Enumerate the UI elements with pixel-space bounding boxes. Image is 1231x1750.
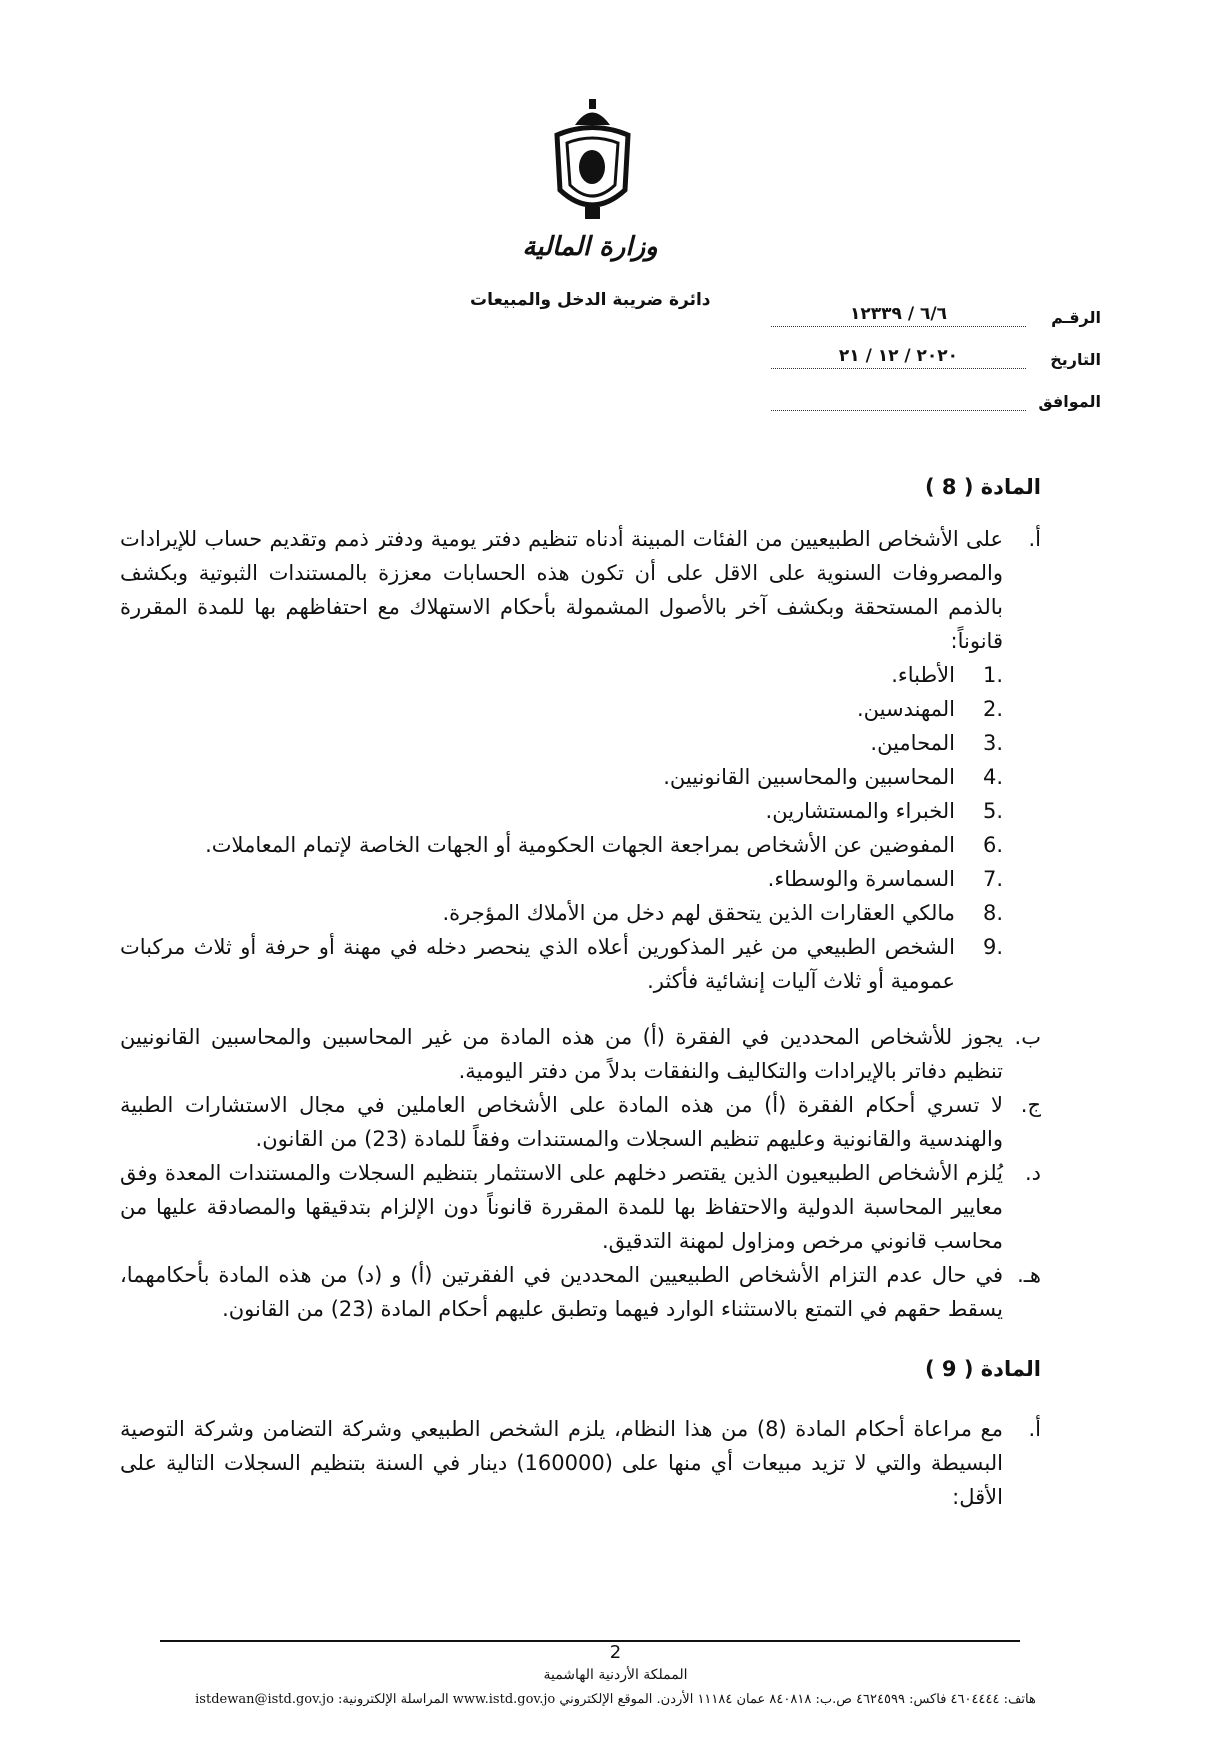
list-item [120, 760, 1003, 794]
hijri-date-value [771, 408, 1026, 411]
paragraph-marker: هـ. [1017, 1263, 1041, 1287]
paragraph-text: مع مراعاة أحكام المادة (8) من هذا النظام، يلزم الشخص الطبيعي وشركة التضامن وشركة التوصية البسيطة والتي لا تزيد مبيعات أي منها على (160000) دينار في السنة بتنظيم السجلات التالية على الأقل: [120, 1417, 1003, 1509]
coat-of-arms-emblem [545, 95, 640, 225]
list-number: 8. [982, 901, 1003, 925]
document-meta [771, 285, 1101, 411]
page-footer [0, 1640, 1231, 1710]
paragraph-text: يجوز للأشخاص المحددين في الفقرة (أ) من هذه المادة من غير المحاسبين والمحاسبين القانونيين تنظيم دفاتر بالإيرادات والتكاليف والنفقات بدلاً من دفتر اليومية. [120, 1025, 1003, 1083]
article-8-paragraph-d [120, 1156, 1041, 1258]
list-item [120, 930, 1003, 998]
paragraph-marker: د. [1024, 1161, 1041, 1185]
reference-number: ٦/٦ / ١٢٣٣٩ [771, 304, 1026, 327]
list-item [120, 726, 1003, 760]
department-name: دائرة ضريبة الدخل والمبيعات [470, 290, 711, 310]
list-number: 7. [982, 867, 1003, 891]
paragraph-text: لا تسري أحكام الفقرة (أ) من هذه المادة على الأشخاص العاملين في مجال الاستشارات الطبية والهندسية والقانونية وعليهم تنظيم السجلات والمستندات وفقاً للمادة (23) من القانون. [120, 1093, 1003, 1151]
article-9-paragraph-a [120, 1412, 1041, 1514]
list-text: المحامين. [870, 731, 955, 755]
list-item [120, 862, 1003, 896]
list-text: مالكي العقارات الذين يتحقق لهم دخل من الأملاك المؤجرة. [442, 901, 955, 925]
paragraph-marker: ج. [1020, 1093, 1041, 1117]
article-8-paragraph-c [120, 1088, 1041, 1156]
reference-label: الرقـم [1051, 308, 1101, 327]
ministry-name: وزارة المالية [522, 232, 658, 262]
list-item [120, 692, 1003, 726]
category-list [120, 658, 1003, 998]
list-item [120, 658, 1003, 692]
list-text: الشخص الطبيعي من غير المذكورين أعلاه الذي ينحصر دخله في مهنة أو حرفة أو ثلاث مركبات عمومية أو ثلاث آليات إنشائية فأكثر. [120, 935, 955, 993]
paragraph-text: يُلزم الأشخاص الطبيعيون الذين يقتصر دخلهم على الاستثمار بتنظيم السجلات والمستندات المعدة وفق معايير المحاسبة الدولية والاحتفاظ بها للمدة المقررة قانوناً دون الإلزام بتدقيقها والمصادقة عليها من محاسب قانوني مرخص ومزاول لمهنة التدقيق. [120, 1161, 1003, 1253]
paragraph-text: في حال عدم التزام الأشخاص الطبيعيين المحددين في الفقرتين (أ) و (د) من هذه المادة بأحكامهما، يسقط حقهم في التمتع بالاستثناء الوارد فيهما وتطبق عليهم أحكام المادة (23) من القانون. [120, 1263, 1003, 1321]
list-number: 6. [982, 833, 1003, 857]
date-label: التاريخ [1050, 350, 1101, 369]
list-text: المحاسبين والمحاسبين القانونيين. [663, 765, 955, 789]
hijri-date-label: الموافق [1038, 392, 1101, 411]
article-8-paragraph-b [120, 1020, 1041, 1088]
document-body [120, 470, 1041, 1514]
paragraph-marker: أ. [1028, 1417, 1041, 1441]
date-value: ٢٠٢٠ / ١٢ / ٢١ [771, 346, 1026, 369]
footer-contact: هاتف: ٤٦٠٤٤٤٤ فاكس: ٤٦٢٤٥٩٩ ص.ب: ٨٤٠٨١٨ عمان ١١١٨٤ الأردن. الموقع الإلكتروني www.istd.gov.jo المراسلة الإلكترونية: istdewan@istd.gov.jo [195, 1692, 1036, 1707]
list-number: 2. [982, 697, 1003, 721]
list-number: 9. [982, 935, 1003, 959]
list-text: السماسرة والوسطاء. [767, 867, 955, 891]
article-8-heading: المادة ( 8 ) [925, 475, 1041, 499]
list-number: 5. [982, 799, 1003, 823]
page-number: 2 [609, 1642, 622, 1663]
list-text: الأطباء. [891, 663, 955, 687]
list-item [120, 828, 1003, 862]
list-item [120, 794, 1003, 828]
list-text: المهندسين. [856, 697, 955, 721]
paragraph-text: على الأشخاص الطبيعيين من الفئات المبينة أدناه تنظيم دفتر يومية ودفتر ذمم وتقديم حساب للإيرادات والمصروفات السنوية على الاقل على أن تكون هذه الحسابات معززة بالمستندات الثبوتية وبكشف بالذمم المستحقة وبكشف آخر بالأصول المشمولة بأحكام الاستهلاك مع احتفاظهم بها للمدة المقررة قانوناً: [120, 527, 1003, 653]
paragraph-marker: أ. [1028, 527, 1041, 551]
paragraph-marker: ب. [1014, 1025, 1041, 1049]
article-8-paragraph-e [120, 1258, 1041, 1326]
list-text: الخبراء والمستشارين. [765, 799, 955, 823]
list-item [120, 896, 1003, 930]
list-number: 3. [982, 731, 1003, 755]
list-number: 1. [982, 663, 1003, 687]
list-number: 4. [982, 765, 1003, 789]
article-9-heading: المادة ( 9 ) [925, 1357, 1041, 1381]
article-8-paragraph-a [120, 522, 1041, 658]
footer-country: المملكة الأردنية الهاشمية [543, 1667, 688, 1683]
list-text: المفوضين عن الأشخاص بمراجعة الجهات الحكومية أو الجهات الخاصة لإتمام المعاملات. [205, 833, 955, 857]
